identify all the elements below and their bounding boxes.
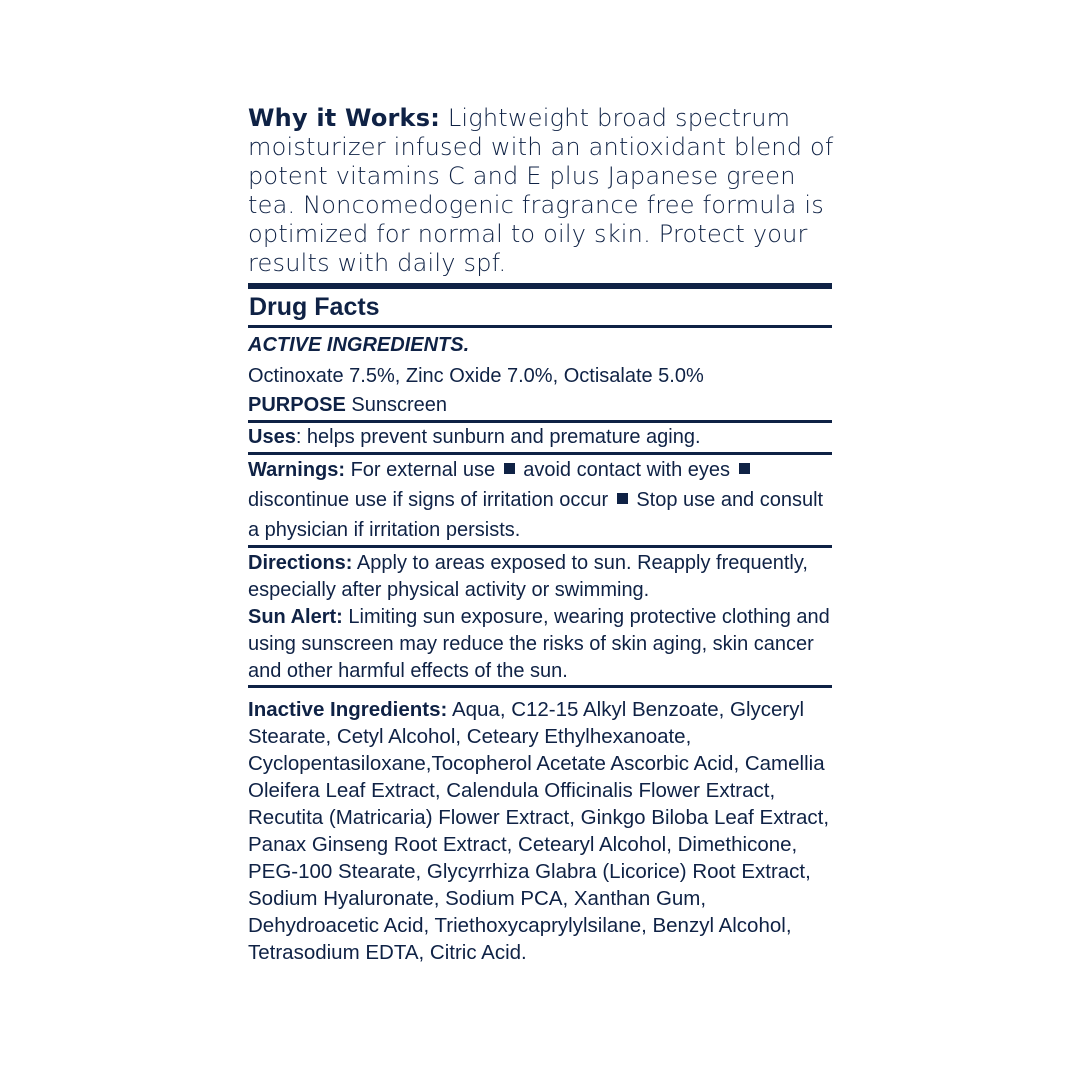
inactive-ingredients-label: Inactive Ingredients: [248, 698, 448, 721]
drug-facts-title: Drug Facts [249, 293, 380, 321]
directions-text: Apply to areas exposed to sun. Reapply frequently, especially after physical activity or swimming. [248, 552, 808, 601]
bullet-square-icon [504, 463, 515, 474]
warnings-text-2: avoid contact with eyes [523, 459, 731, 481]
directions-label: Directions: [248, 552, 353, 574]
why-it-works-paragraph [248, 104, 838, 278]
warnings-label: Warnings: [248, 459, 346, 481]
bullet-square-icon [617, 493, 628, 504]
sun-alert-text: Limiting sun exposure, wearing protective clothing and using sunscreen may reduce the risks of skin aging, skin cancer and other harmful effects of the sun. [248, 606, 830, 682]
why-it-works-label: Why it Works: [248, 104, 440, 132]
purpose-text: Sunscreen [351, 394, 447, 416]
active-ingredients-list: Octinoxate 7.5%, Zinc Oxide 7.0%, Octisalate 5.0% [248, 365, 704, 387]
directions-block [248, 548, 832, 685]
inactive-ingredients-text: Aqua, C12-15 Alkyl Benzoate, Glyceryl Stearate, Cetyl Alcohol, Ceteary Ethylhexanoate, Cyclopentasiloxane,Tocopherol Acetate Ascorbic Acid, Camellia Oleifera Leaf Extract, Calendula Officinalis Flower Extract, Recutita (Matricaria) Flower Extract, Ginkgo Biloba Leaf Extract, Panax Ginseng Root Extract, Cetearyl Alcohol, Dimethicone, PEG-100 Stearate, Glycyrrhiza Glabra (Licorice) Root Extract, Sodium Hyaluronate, Sodium PCA, Xanthan Gum, Dehydroacetic Acid, Triethoxycaprylylsilane, Benzyl Alcohol, Tetrasodium EDTA, Citric Acid. [248, 698, 830, 964]
warnings-text-1: For external use [350, 459, 496, 481]
warnings-block [248, 455, 832, 545]
sun-alert-label: Sun Alert: [248, 606, 343, 628]
bullet-square-icon [739, 463, 750, 474]
inactive-ingredients-block [248, 688, 832, 966]
drug-facts-panel [248, 283, 832, 966]
warnings-text-4: Stop use and consult a physician if irritation persists. [248, 489, 824, 541]
warnings-text-3: discontinue use if signs of irritation occur [248, 489, 609, 511]
uses-text: : helps prevent sunburn and premature aging. [295, 426, 701, 448]
purpose-line [248, 391, 832, 420]
uses-label: Uses [248, 426, 296, 448]
why-it-works-text: Lightweight broad spectrum moisturizer infused with an antioxidant blend of potent vitamins C and E plus Japanese green tea. Noncomedogenic fragrance free formula is optimized for normal to oily skin. Protect your results with daily spf. [248, 104, 834, 277]
uses-line [248, 423, 832, 452]
purpose-label: PURPOSE [248, 394, 346, 416]
active-ingredients-heading: ACTIVE INGREDIENTS. [248, 334, 470, 356]
